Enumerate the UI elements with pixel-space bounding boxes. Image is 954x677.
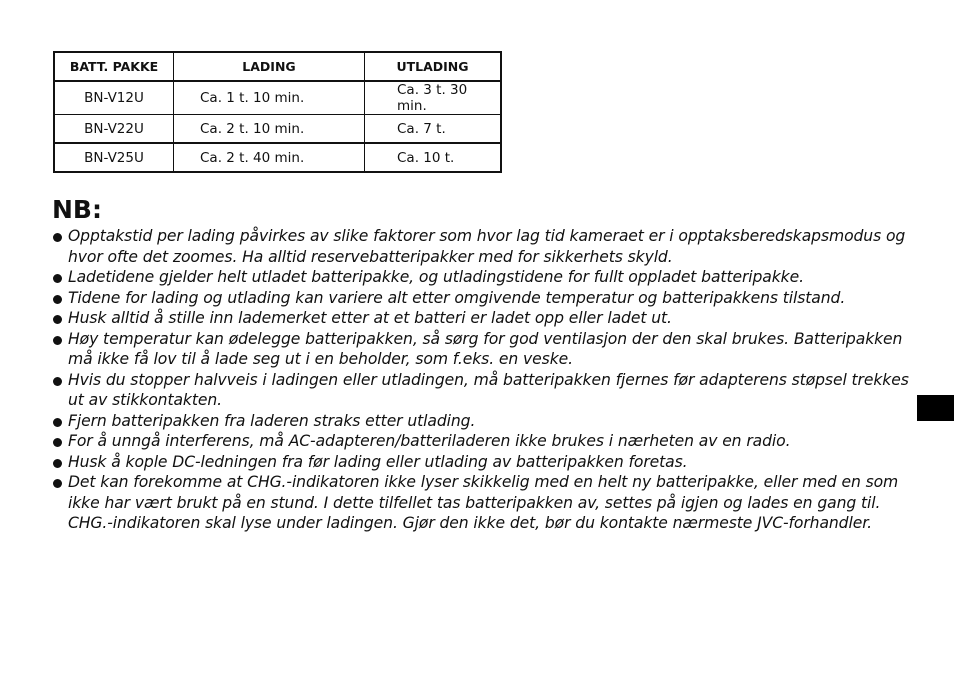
bullet-icon xyxy=(53,274,62,283)
note-text: Husk alltid å stille inn lademerket etter at et batteri er ladet opp eller ladet ut. xyxy=(68,309,672,327)
list-item xyxy=(52,452,912,473)
list-item xyxy=(52,370,912,411)
note-text: Høy temperatur kan ødelegge batteripakken, så sørg for god ventilasjon der den skal brukes. Batteripakken må ikke få lov til å lade seg ut i en beholder, som f.eks. en veske. xyxy=(68,329,903,368)
cell-pack: BN-V22U xyxy=(54,115,174,144)
cell-charge-time: Ca. 2 t. 10 min. xyxy=(174,115,365,144)
notes-list xyxy=(52,226,912,534)
header-lading: LADING xyxy=(174,52,365,81)
note-text: For å unngå interferens, må AC-adapteren/batteriladeren ikke brukes i nærheten av en radio. xyxy=(68,432,791,450)
note-text: Opptakstid per lading påvirkes av slike faktorer som hvor lag tid kameraet er i opptaksberedskapsmodus og hvor ofte det zoomes. Ha alltid reservebatteripakker med for sikkerhets skyld. xyxy=(68,227,906,266)
list-item xyxy=(52,308,912,329)
cell-pack: BN-V12U xyxy=(54,81,174,115)
note-text: Fjern batteripakken fra laderen straks etter utlading. xyxy=(68,411,476,430)
bullet-icon xyxy=(53,315,62,324)
list-item xyxy=(52,267,912,288)
note-text: Husk å kople DC-ledningen fra før lading eller utlading av batteripakken foretas. xyxy=(68,452,688,471)
note-text: Hvis du stopper halvveis i ladingen eller utladingen, må batteripakken fjernes før adapterens støpsel trekkes ut av stikkontakten. xyxy=(68,370,909,409)
battery-time-table xyxy=(53,51,502,173)
list-item xyxy=(52,411,912,432)
cell-discharge-time: Ca. 10 t. xyxy=(365,143,502,172)
bullet-icon xyxy=(53,295,62,304)
header-batt-pakke: BATT. PAKKE xyxy=(54,52,174,81)
bullet-icon xyxy=(53,233,62,242)
list-item xyxy=(52,472,912,534)
table-row xyxy=(54,81,501,115)
note-text: Ladetidene gjelder helt utladet batteripakke, og utladingstidene for fullt oppladet batteripakke. xyxy=(68,268,804,286)
bullet-icon xyxy=(53,479,62,488)
table-row xyxy=(54,115,501,144)
cell-pack: BN-V25U xyxy=(54,143,174,172)
list-item xyxy=(52,226,912,267)
bullet-icon xyxy=(53,459,62,468)
note-text: Det kan forekomme at CHG.-indikatoren ikke lyser skikkelig med en helt ny batteripakke, eller med en som ikke har vært brukt på en stund. I dette tilfellet tas batteripakken av, settes på igjen og lades en gang til. CHG.-indikatoren skal lyse under ladingen. Gjør den ikke det, bør du kontakte nærmeste JVC-forhandler. xyxy=(68,473,899,532)
header-utlading: UTLADING xyxy=(365,52,502,81)
bullet-icon xyxy=(53,377,62,386)
table-row xyxy=(54,143,501,172)
note-text: Tidene for lading og utlading kan variere alt etter omgivende temperatur og batteripakkens tilstand. xyxy=(68,288,846,307)
cell-charge-time: Ca. 1 t. 10 min. xyxy=(174,81,365,115)
cell-charge-time: Ca. 2 t. 40 min. xyxy=(174,143,365,172)
cell-discharge-time: Ca. 3 t. 30 min. xyxy=(365,81,502,115)
bullet-icon xyxy=(53,418,62,427)
nb-heading: NB: xyxy=(52,195,102,224)
cell-discharge-time: Ca. 7 t. xyxy=(365,115,502,144)
list-item xyxy=(52,431,912,452)
list-item xyxy=(52,288,912,309)
bullet-icon xyxy=(53,438,62,447)
section-tab-marker xyxy=(917,395,954,421)
table-header-row xyxy=(54,52,501,81)
bullet-icon xyxy=(53,336,62,345)
list-item xyxy=(52,329,912,370)
